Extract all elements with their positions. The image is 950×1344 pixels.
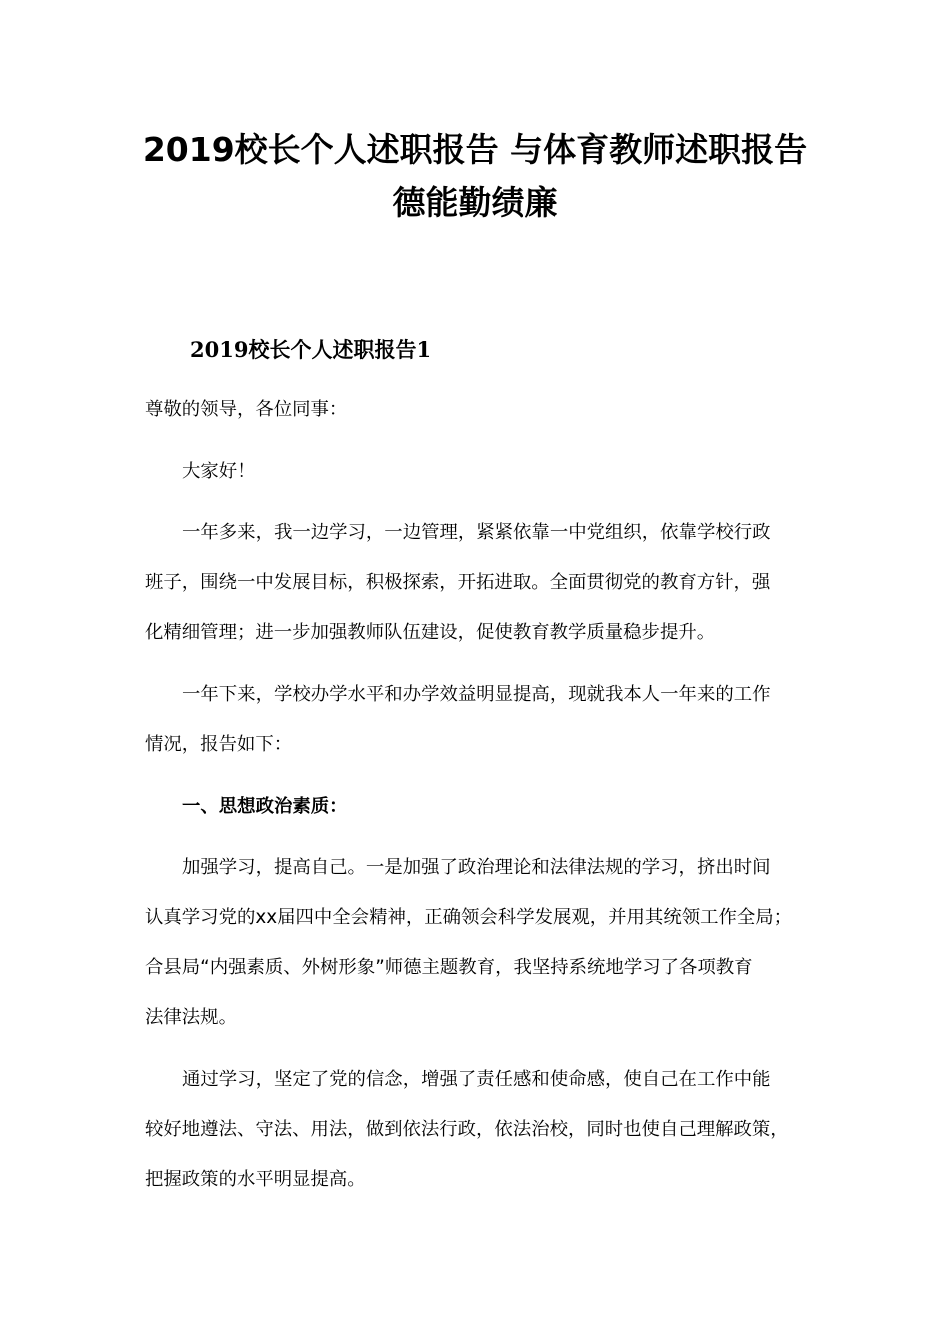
para1-line-3: 化精细管理；进一步加强教师队伍建设，促使教育教学质量稳步提升。: [145, 622, 716, 643]
para2-line-1: 一年下来，学校办学水平和办学效益明显提高，现就我本人一年来的工作: [182, 684, 771, 705]
subheading: 一、思想政治素质：: [182, 796, 348, 817]
para1-line-2: 班子，围绕一中发展目标，积极探索，开拓进取。全面贯彻党的教育方针，强: [145, 572, 771, 593]
document-title-line-2: 德能勤绩廉: [392, 183, 558, 222]
para4-line-3: 把握政策的水平明显提高。: [145, 1169, 366, 1190]
section-heading: 2019校长个人述职报告1: [190, 337, 432, 362]
document-title-line-1: 2019校长个人述职报告 与体育教师述职报告: [142, 130, 808, 169]
para1-line-1: 一年多来，我一边学习，一边管理，紧紧依靠一中党组织，依靠学校行政: [182, 522, 771, 543]
para3-line-2: 认真学习党的xx届四中全会精神，正确领会科学发展观，并用其统领工作全局；: [145, 907, 793, 928]
para3-line-1: 加强学习，提高自己。一是加强了政治理论和法律法规的学习，挤出时间: [182, 857, 771, 878]
salutation: 尊敬的领导，各位同事：: [145, 399, 348, 420]
greeting: 大家好！: [182, 461, 256, 482]
para2-line-2: 情况，报告如下：: [145, 734, 293, 755]
para3-line-4: 法律法规。: [145, 1007, 237, 1028]
para4-line-1: 通过学习，坚定了党的信念，增强了责任感和使命感，使自己在工作中能: [182, 1069, 771, 1090]
para4-line-2: 较好地遵法、守法、用法，做到依法行政，依法治校，同时也使自己理解政策，: [145, 1119, 789, 1140]
para3-line-3: 合县局“内强素质、外树形象”师德主题教育，我坚持系统地学习了各项教育: [145, 957, 753, 978]
